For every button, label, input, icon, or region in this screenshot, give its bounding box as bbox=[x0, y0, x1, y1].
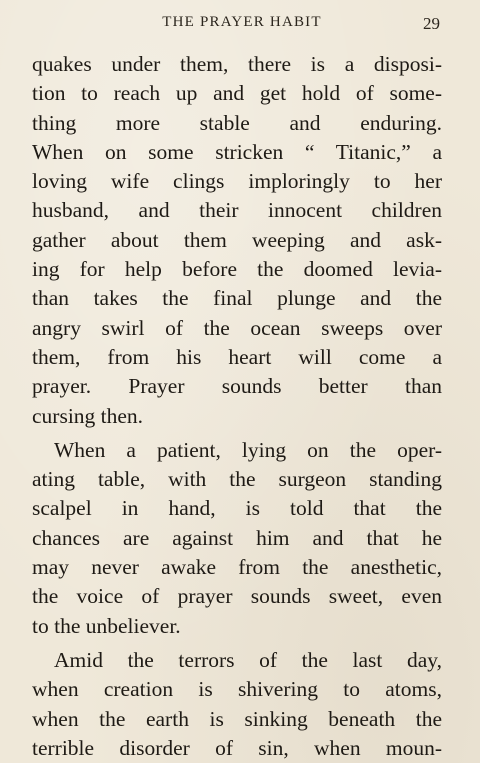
text-line: terrible disorder of sin, when moun- bbox=[32, 735, 442, 760]
page-number: 29 bbox=[423, 14, 440, 33]
body-text bbox=[32, 50, 442, 763]
text-line: ating table, with the surgeon standing bbox=[32, 467, 442, 492]
text-line: the voice of prayer sounds sweet, even bbox=[32, 584, 442, 609]
text-line: when creation is shivering to atoms, bbox=[32, 677, 442, 702]
text-line: When on some stricken “ Titanic,” a bbox=[32, 139, 442, 164]
text-line: ing for help before the doomed levia- bbox=[32, 257, 442, 282]
text-line: scalpel in hand, is told that the bbox=[32, 496, 442, 521]
paragraph-2 bbox=[32, 436, 442, 641]
text-line: to the unbeliever. bbox=[32, 613, 181, 638]
text-line: loving wife clings imploringly to her bbox=[32, 169, 442, 194]
text-line: Amid the terrors of the last day, bbox=[54, 647, 442, 672]
text-line: them, from his heart will come a bbox=[32, 344, 442, 369]
text-line: than takes the final plunge and the bbox=[32, 286, 442, 311]
text-line: may never awake from the anesthetic, bbox=[32, 555, 442, 580]
text-line: gather about them weeping and ask- bbox=[32, 227, 442, 252]
text-line: tion to reach up and get hold of some- bbox=[32, 81, 442, 106]
text-line: husband, and their innocent children bbox=[32, 198, 442, 223]
text-line: angry swirl of the ocean sweeps over bbox=[32, 315, 442, 340]
paragraph-3 bbox=[32, 646, 442, 763]
running-title: THE PRAYER HABIT bbox=[162, 14, 322, 30]
running-head bbox=[32, 14, 440, 36]
text-line: chances are against him and that he bbox=[32, 525, 442, 550]
text-line: prayer. Prayer sounds better than bbox=[32, 374, 442, 399]
text-line: quakes under them, there is a disposi- bbox=[32, 52, 442, 76]
text-line: when the earth is sinking beneath the bbox=[32, 706, 442, 731]
paragraph-1 bbox=[32, 50, 442, 431]
text-line: cursing then. bbox=[32, 403, 144, 428]
text-line: When a patient, lying on the oper- bbox=[54, 437, 442, 462]
text-line: thing more stable and enduring. bbox=[32, 110, 442, 135]
